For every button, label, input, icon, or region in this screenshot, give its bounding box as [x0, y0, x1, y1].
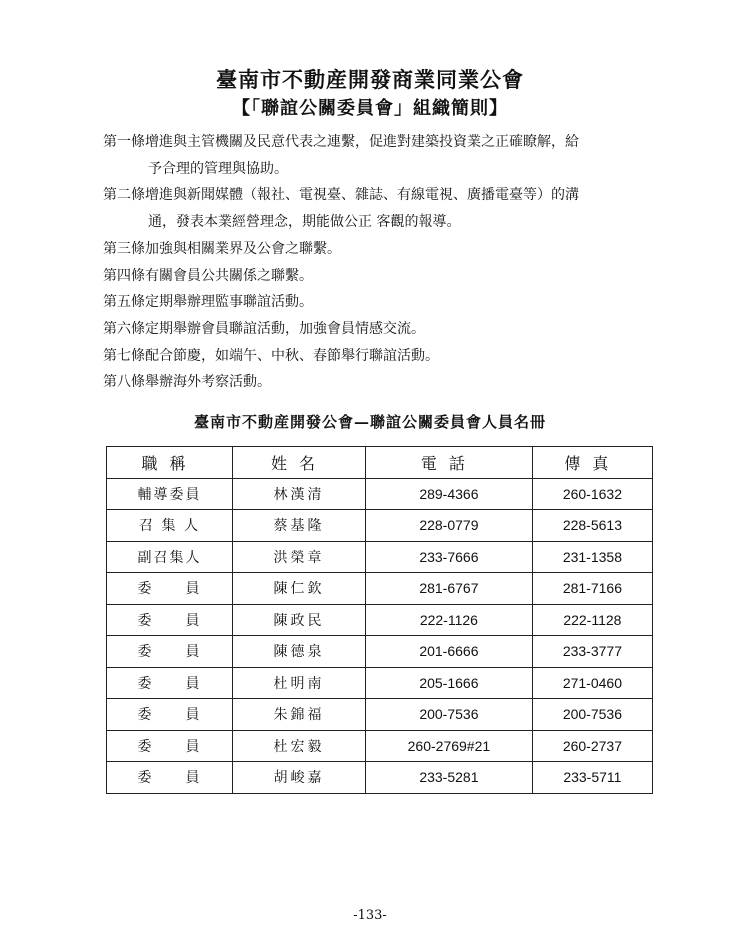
member-roster-table [106, 446, 653, 794]
cell-phone: 281-6767 [366, 573, 533, 605]
article-line: 第一條增進與主管機關及民意代表之連繫，促進對建築投資業之正確瞭解，給 [103, 134, 579, 150]
table-header-row [107, 447, 653, 479]
table-row [107, 478, 653, 510]
cell-phone: 260-2769#21 [366, 730, 533, 762]
cell-name: 胡峻嘉 [233, 762, 366, 794]
table-row [107, 510, 653, 542]
table-row [107, 667, 653, 699]
cell-name: 杜宏毅 [233, 730, 366, 762]
article-list [103, 129, 648, 396]
cell-title: 委 員 [107, 604, 233, 636]
cell-name: 陳仁欽 [233, 573, 366, 605]
table-row [107, 636, 653, 668]
header-name: 姓名 [233, 447, 366, 479]
cell-phone: 228-0779 [366, 510, 533, 542]
cell-title: 委 員 [107, 636, 233, 668]
article-line: 第五條定期舉辦理監事聯誼活動。 [103, 294, 313, 311]
cell-title: 委 員 [107, 762, 233, 794]
cell-name: 朱錦福 [233, 699, 366, 731]
cell-name: 蔡基隆 [233, 510, 366, 542]
cell-fax: 260-1632 [532, 478, 652, 510]
document-subtitle: 【「聯誼公關委員會」組織簡則】 [232, 98, 508, 119]
cell-phone: 222-1126 [366, 604, 533, 636]
article-line-continued: 予合理的管理與協助。 [148, 160, 288, 177]
article-line: 第六條定期舉辦會員聯誼活動，加強會員情感交流。 [103, 320, 425, 337]
article-line: 第八條舉辦海外考察活動。 [103, 374, 271, 391]
header-fax: 傳真 [532, 447, 652, 479]
table-row [107, 604, 653, 636]
cell-fax: 231-1358 [532, 541, 652, 573]
page-number: -133- [353, 908, 387, 923]
cell-title: 召 集 人 [107, 510, 233, 542]
cell-name: 陳政民 [233, 604, 366, 636]
cell-phone: 200-7536 [366, 699, 533, 731]
table-row [107, 541, 653, 573]
cell-name: 杜明南 [233, 667, 366, 699]
cell-phone: 289-4366 [366, 478, 533, 510]
cell-title: 委 員 [107, 699, 233, 731]
header-title: 職稱 [107, 447, 233, 479]
cell-phone: 233-7666 [366, 541, 533, 573]
header-phone: 電話 [366, 447, 533, 479]
cell-fax: 200-7536 [532, 699, 652, 731]
cell-name: 林漢清 [233, 478, 366, 510]
article-line: 第二條增進與新聞媒體（報社、電視臺、雜誌、有線電視、廣播電臺等）的溝 [103, 187, 579, 204]
cell-fax: 228-5613 [532, 510, 652, 542]
cell-title: 委 員 [107, 573, 233, 605]
cell-fax: 233-5711 [532, 762, 652, 794]
cell-name: 洪榮章 [233, 541, 366, 573]
article-line: 第七條配合節慶，如端午、中秋、春節舉行聯誼活動。 [103, 347, 439, 364]
cell-name: 陳德泉 [233, 636, 366, 668]
cell-title: 輔導委員 [107, 478, 233, 510]
document-title: 臺南市不動産開發商業同業公會 [216, 67, 524, 92]
article-line: 第四條有關會員公共關係之聯繫。 [103, 267, 313, 284]
cell-fax: 271-0460 [532, 667, 652, 699]
table-row [107, 762, 653, 794]
table-row [107, 699, 653, 731]
table-row [107, 573, 653, 605]
cell-phone: 233-5281 [366, 762, 533, 794]
cell-phone: 201-6666 [366, 636, 533, 668]
cell-fax: 281-7166 [532, 573, 652, 605]
cell-title: 委 員 [107, 730, 233, 762]
article-line-continued: 通，發表本業經營理念，期能做公正 客觀的報導。 [148, 214, 461, 231]
table-title: 臺南市不動産開發公會—聯誼公關委員會人員名冊 [193, 413, 546, 431]
table-row [107, 730, 653, 762]
cell-phone: 205-1666 [366, 667, 533, 699]
cell-fax: 222-1128 [532, 604, 652, 636]
cell-fax: 233-3777 [532, 636, 652, 668]
cell-fax: 260-2737 [532, 730, 652, 762]
article-line: 第三條加強與相關業界及公會之聯繫。 [103, 240, 341, 257]
cell-title: 副召集人 [107, 541, 233, 573]
cell-title: 委 員 [107, 667, 233, 699]
